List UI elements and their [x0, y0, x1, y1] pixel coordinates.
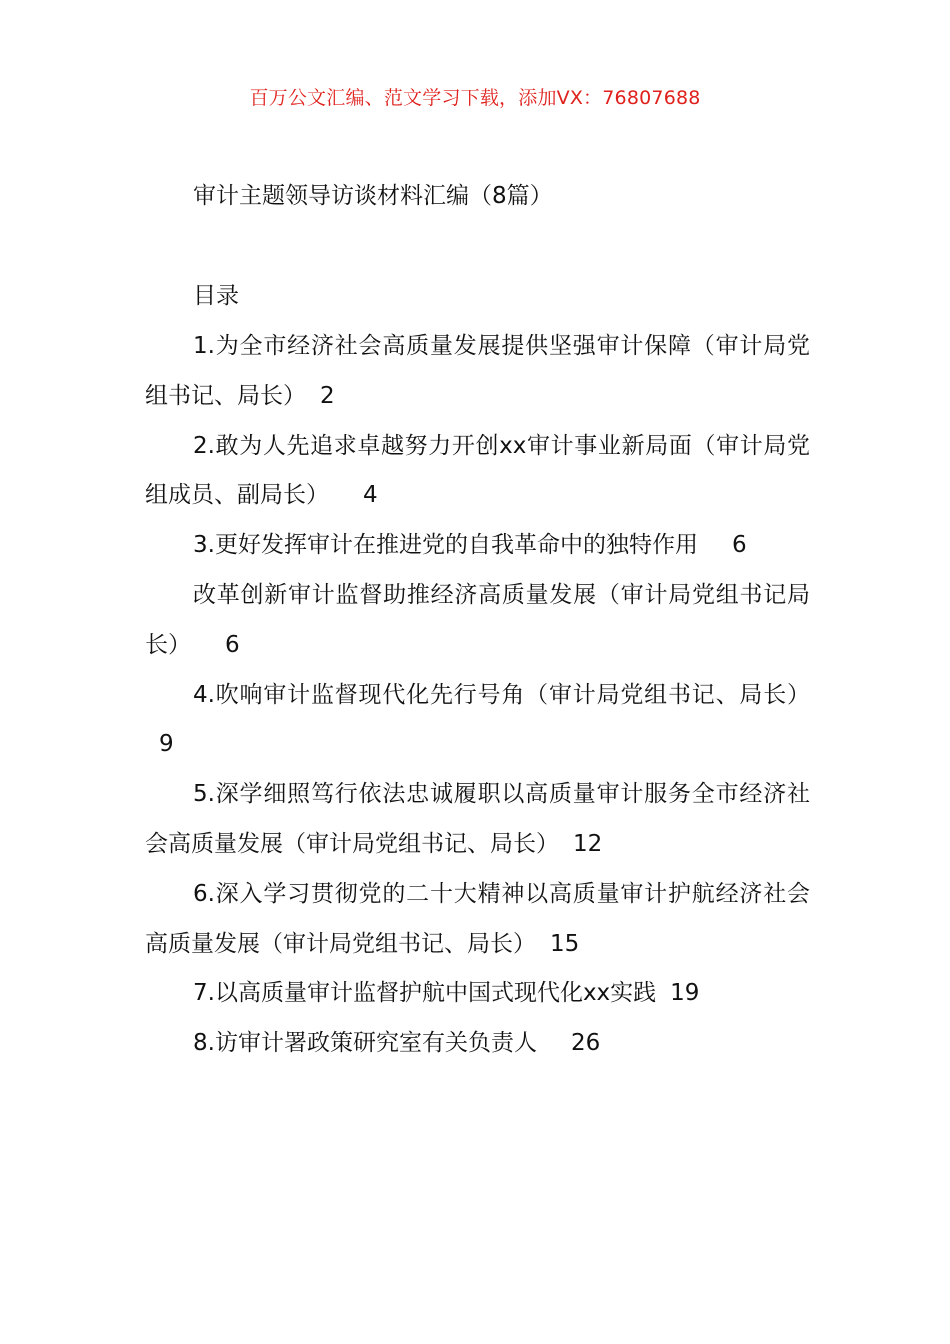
toc-entry-title: 8.访审计署政策研究室有关负责人: [193, 1030, 537, 1057]
toc-entry-page: 2: [320, 382, 335, 409]
toc-entry-5: [145, 770, 810, 870]
toc-entry-3: [145, 521, 810, 571]
toc-entry-page: 15: [550, 930, 580, 957]
toc-entry-title: 6.深入学习贯彻党的二十大精神以高质量审计护航经济社会高质量发展（审计局党组书记、局长）: [145, 880, 810, 957]
toc-entry-page: 26: [570, 1030, 601, 1057]
toc-entry-6: [145, 870, 810, 970]
toc-entry-title: 改革创新审计监督助推经济高质量发展（审计局党组书记局长）: [145, 581, 810, 658]
toc-entry-title: 5.深学细照笃行依法忠诚履职以高质量审计服务全市经济社会高质量发展（审计局党组书记、局长）: [145, 781, 810, 857]
toc-entry-page: 6: [225, 631, 240, 658]
toc-entry-7: [145, 969, 810, 1019]
toc-entry-title: 4.吹响审计监督现代化先行号角（审计局党组书记、局长）: [193, 681, 810, 708]
toc-entry-title: 1.为全市经济社会高质量发展提供坚强审计保障（审计局党组书记、局长）: [145, 333, 810, 409]
toc-entry-title: 2.敢为人先追求卓越努力开创xx审计事业新局面（审计局党组成员、副局长）: [145, 432, 810, 509]
toc-entry-page: 19: [670, 980, 700, 1007]
toc-entry-2: [145, 422, 810, 522]
promo-banner: 百万公文汇编、范文学习下载，添加VX：76807688: [249, 87, 701, 109]
table-of-contents: [145, 322, 810, 1069]
toc-entry-title: 3.更好发挥审计在推进党的自我革命中的独特作用: [193, 532, 698, 559]
toc-entry-page: 9: [159, 731, 174, 758]
toc-entry-4: [145, 671, 810, 771]
toc-entry-page: 4: [363, 482, 378, 509]
document-title: 审计主题领导访谈材料汇编（8篇）: [193, 183, 553, 209]
toc-entry-8: [145, 1019, 810, 1069]
toc-heading: 目录: [193, 283, 239, 309]
toc-entry-3b: [145, 571, 810, 671]
toc-entry-page: 6: [731, 532, 747, 559]
toc-entry-page: 12: [573, 830, 603, 857]
toc-entry-1: [145, 322, 810, 422]
toc-entry-title: 7.以高质量审计监督护航中国式现代化xx实践: [193, 980, 657, 1007]
